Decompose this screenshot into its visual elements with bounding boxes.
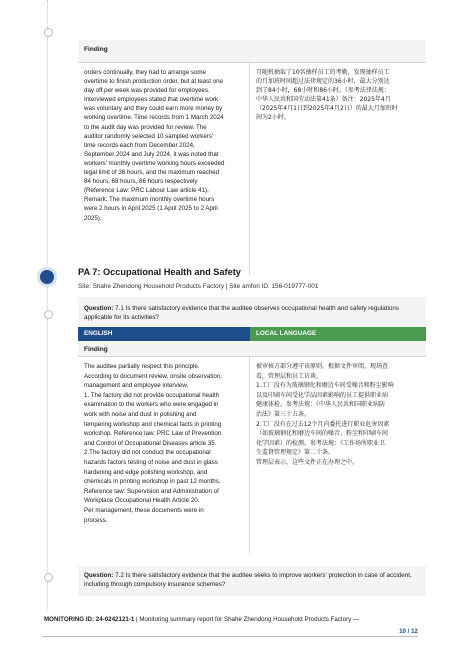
english-header: ENGLISH	[78, 327, 250, 341]
question-text: 7.2 Is there satisfactory evidence that the auditee seeks to improve workers' protection in case of accident, including through compulsory insurance schemes?	[84, 572, 412, 589]
page-number: 10 / 12	[399, 628, 418, 635]
finding-header: Finding	[84, 346, 108, 353]
timeline-dot	[44, 573, 53, 582]
timeline-dot	[44, 310, 53, 319]
monitoring-id: MONITORING ID: 24-0242121-1	[44, 616, 135, 623]
question-text: 7.1 Is there satisfactory evidence that the auditee observes occupational health and safety regulations applicable for its activities?	[84, 305, 400, 322]
section-marker	[40, 270, 54, 284]
timeline-line	[47, 0, 49, 610]
timeline-dot	[44, 28, 53, 37]
finding-grid	[78, 356, 426, 553]
finding-header: Finding	[84, 46, 108, 53]
question-card-7-2	[78, 566, 426, 596]
footer	[44, 616, 416, 623]
finding-local: 被审核方部分遵守该原则。根据文件审阅，现场查 看，管理层和员工访谈， 1.工厂没有为玻璃钢化和磨边车间受噪音和粉尘影响 以及印刷车间受化学品因素影响的员工提供职业病 健康体检。参考法规：《中华人民共和国职业病防 治法》第三十五条。 2.工厂没有在过去12个月内委托进行职业危害因素 （如玻璃钢化和磨边车间的噪音、粉尘和印刷车间 化学因素）的检测。参考法规：《工作场所职业卫 生监督管理规定》第二十条。 管理层表示，这些文件正在办理之中。	[250, 357, 426, 553]
footer-text: | Monitoring summary report for Shahe Zhendong Household Products Factory —	[134, 616, 360, 623]
question-label: Question:	[84, 305, 114, 312]
section-title: PA 7: Occupational Health and Safety	[78, 267, 241, 277]
finding-grid	[78, 62, 426, 275]
finding-english: orders continually, they had to arrange some overtime to finish production order, but at least one day off per week was provided for employees. Interviewed employees stated that overtime work was voluntary and they could earn more money by working overtime. Time records from 1 March 2024 to the audit day was provided for review. The auditor randomly selected 10 sampled workers' time records each from December 2024, September 2024 and July 2024, it was noted that workers' monthly overtime working hours exceeded legal limit of 36 hours, and the maximum reached 84 hours, 68 hours, 86 hours respectively (Reference Law: PRC Labour Law article 41). Remark: The maximum monthly overtime hours were 2 hours in April 2025 (1 April 2025 to 2 April 2025).	[78, 63, 250, 275]
question-label: Question:	[84, 572, 114, 579]
site-info: Site: Shahe Zhendong Household Products Factory | Site amfori ID: 156-019777-001	[78, 283, 319, 290]
finding-english: The auditee partially respect this principle. According to document review, onsite observation, management and employee interview, 1. The factory did not provide occupational health examination to the workers who were engaged in work with noise and dust in polishing and tempering workshop and chemical facts in printing workshop. Reference law: PRC Law of Prevention and Control of Occupational Diseases article 35. 2.The factory did not conduct the occupational hazards factors testing of noise and dust in glass hardening and edge polishing workshop, and chemicals in printing workshop in past 12 months. Reference law: Supervision and Administration of Workplace Occupational Health Article 20. Per management, these documents were in process.	[78, 357, 250, 553]
language-bar	[78, 327, 426, 341]
finding-card-pa6	[78, 40, 426, 274]
footer-divider	[42, 636, 418, 637]
finding-local: 月随机抽取了10名抽样员工的考勤，发现抽样员工 的月加班时间超过法律规定的36小时，最大分别达 到了84小时，68小时和86小时。（参考法律法规： 中华人民共和国劳动法第41条）备注：2025年4月 （2025年4月1日到2025年4月2日）的最大月加班时 间为2小时。	[250, 63, 426, 275]
local-language-header: LOCAL LANGUAGE	[250, 327, 426, 341]
question-7-2	[78, 566, 426, 601]
